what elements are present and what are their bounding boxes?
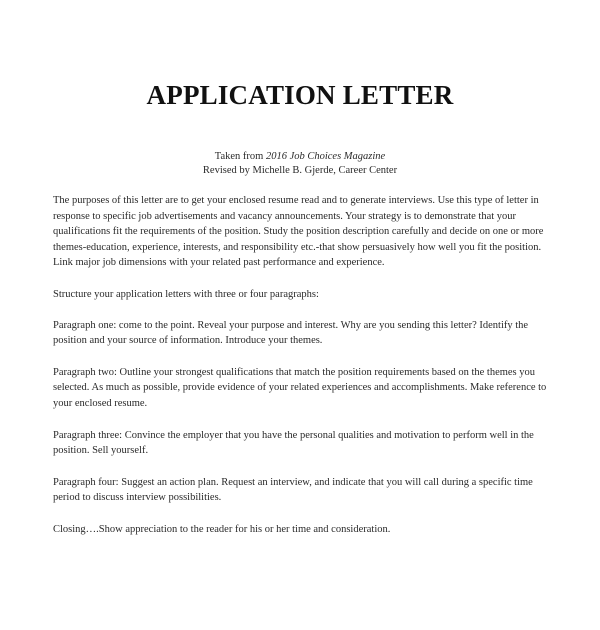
- closing-paragraph: Closing….Show appreciation to the reader for his or her time and consideration.: [53, 523, 391, 535]
- structure-paragraph: Structure your application letters with three or four paragraphs:: [53, 288, 319, 300]
- paragraph-one: Paragraph one: come to the point. Reveal your purpose and interest. Why are you sending this letter? Identify the position and your source of information. Introduce your themes.: [53, 319, 529, 347]
- source-line: [0, 151, 600, 162]
- document-body: [53, 193, 551, 554]
- source-prefix: Taken from: [214, 151, 266, 162]
- paragraph-three: Paragraph three: Convince the employer that you have the personal qualities and motivation to perform well in the position. Sell yourself.: [53, 429, 534, 457]
- revised-by-line: Revised by Michelle B. Gjerde, Career Center: [202, 165, 398, 176]
- source-magazine: 2016 Job Choices Magazine: [265, 151, 386, 162]
- document-title: APPLICATION LETTER: [146, 80, 454, 110]
- paragraph-four: Paragraph four: Suggest an action plan. Request an interview, and indicate that you will call during a specific time period to discuss interview possibilities.: [53, 476, 533, 504]
- intro-paragraph: The purposes of this letter are to get your enclosed resume read and to generate interviews. Use this type of letter in response to specific job advertisements and vacancy announcements. Your strategy is to demonstrate that your qualifications fit the requirements of the position. Study the position description carefully and decide on one or more themes-education, experience, interests, and responsibility etc.-that show persuasively how well you fit the position. Link major job dimensions with your related past performance and experience.: [53, 195, 544, 269]
- paragraph-two: Paragraph two: Outline your strongest qualifications that match the position requirements based on the themes you selected. As much as possible, provide evidence of your related experiences and accomplishments. Make reference to your enclosed resume.: [53, 366, 547, 409]
